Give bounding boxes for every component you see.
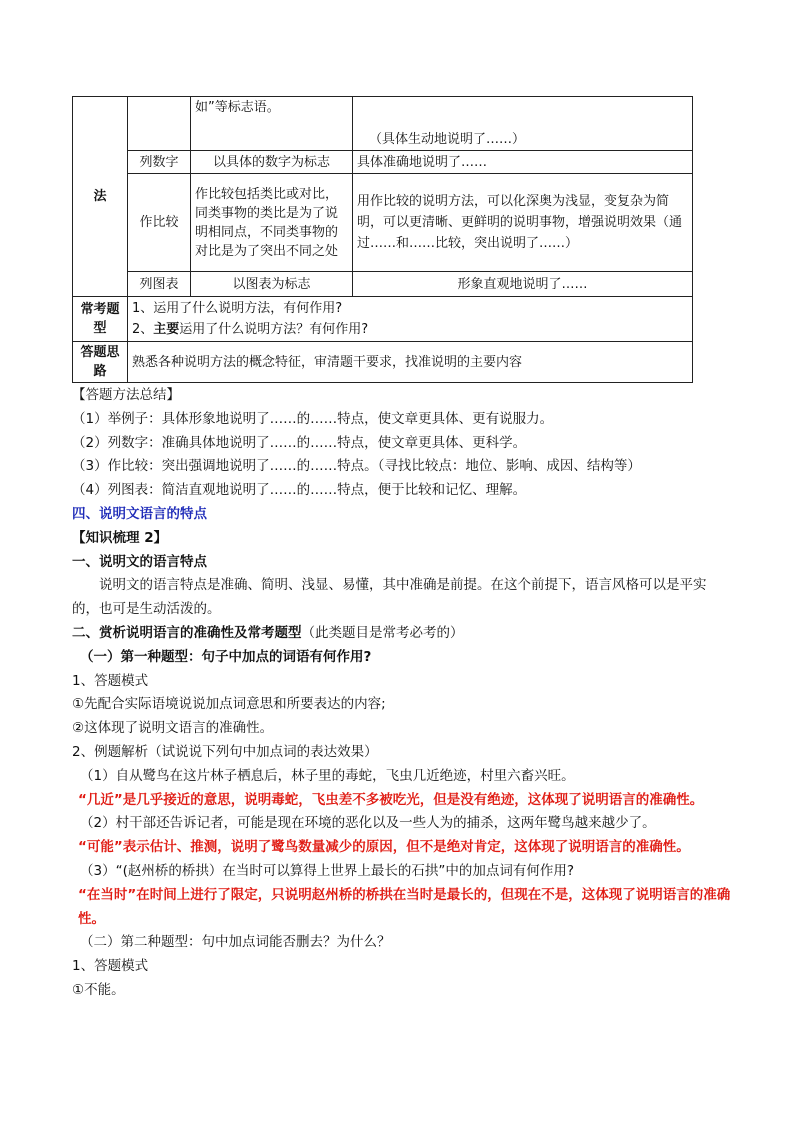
answer-mode-heading: 1、答题模式 xyxy=(72,672,149,689)
table-row xyxy=(73,342,693,383)
example-sentence: （1）自从鹭鸟在这片林子栖息后，林子里的毒蛇，飞虫几近绝迹，村里六畜兴旺。 xyxy=(80,767,575,784)
answer-mode-step: ②这体现了说明文语言的准确性。 xyxy=(72,720,274,737)
example-heading: 2、例题解析（试说说下列句中加点词的表达效果） xyxy=(72,743,378,760)
subsection-heading-note: （此类题目是常考必考的） xyxy=(301,624,464,641)
method-name-cell: 列数字 xyxy=(128,151,191,174)
approach-label: 答题思路 xyxy=(73,342,128,383)
question-type-label: 常考题型 xyxy=(73,297,128,342)
method-mark-cell: 以图表为标志 xyxy=(191,272,353,297)
example-sentence: （2）村干部还告诉记者，可能是现在环境的恶化以及一些人为的捕杀，这两年鹭鸟越来越少了。 xyxy=(80,815,656,832)
approach-cell: 熟悉各种说明方法的概念特征，审清题干要求，找准说明的主要内容 xyxy=(128,342,693,383)
method-mark-cell: 以具体的数字为标志 xyxy=(191,151,353,174)
method-name-cell: 作比较 xyxy=(128,174,191,272)
explanation-methods-table xyxy=(72,96,693,383)
knowledge-heading: 【知识梳理 2】 xyxy=(72,529,168,546)
section-heading: 四、说明文语言的特点 xyxy=(72,505,207,522)
table-row xyxy=(73,151,693,174)
method-mark-cell: 如”等标志语。 xyxy=(191,97,353,151)
table-row xyxy=(73,97,693,151)
subsection-heading-bold: 二、赏析说明语言的准确性及常考题型 xyxy=(72,624,302,641)
method-name-cell: 列图表 xyxy=(128,272,191,297)
method-effect-cell: 具体准确地说明了…… xyxy=(353,151,693,174)
summary-item: （4）列图表：简洁直观地说明了……的……特点，便于比较和记忆、理解。 xyxy=(72,482,527,499)
summary-item: （3）作比较：突出强调地说明了……的……特点。（寻找比较点：地位、影响、成因、结构等） xyxy=(72,458,641,475)
method-label-cell: 法 xyxy=(73,97,128,297)
example-answer: “在当时”在时间上进行了限定，只说明赵州桥的桥拱在当时是最长的，但现在不是，这体现了说明语言的准确性。 xyxy=(78,886,731,927)
question-type-line-2-rest: 运用了什么说明方法？有何作用? xyxy=(179,322,369,337)
question-type-heading: （二）第二种题型：句中加点词能否删去？为什么？ xyxy=(80,934,391,951)
question-type-line-2 xyxy=(132,319,688,340)
question-type-line-2-prefix: 2、 xyxy=(132,322,154,337)
subsection-heading: 一、说明文的语言特点 xyxy=(72,553,207,570)
question-type-heading: （一）第一种题型：句子中加点的词语有何作用? xyxy=(80,648,372,665)
document-body xyxy=(72,384,732,1003)
method-mark-cell: 作比较包括类比或对比，同类事物的类比是为了说明相同点，不同类事物的对比是为了突出不同之处 xyxy=(191,174,353,272)
answer-mode-step: ①不能。 xyxy=(72,981,125,998)
example-answer: “几近”是几乎接近的意思，说明毒蛇，飞虫差不多被吃光，但是没有绝迹，这体现了说明语言的准确性。 xyxy=(78,791,704,808)
method-effect-cell: （具体生动地说明了……） xyxy=(353,97,693,151)
summary-item: （2）列数字：准确具体地说明了……的……特点，使文章更具体、更科学。 xyxy=(72,434,527,451)
answer-mode-step: ①先配合实际语境说说加点词意思和所要表达的内容; xyxy=(72,696,386,713)
table-row xyxy=(73,297,693,342)
method-name-cell xyxy=(128,97,191,151)
question-type-line-2-bold: 主要 xyxy=(153,322,180,337)
summary-heading: 【答题方法总结】 xyxy=(72,387,180,403)
question-type-line-1: 1、运用了什么说明方法，有何作用? xyxy=(132,301,343,316)
summary-item: （1）举例子：具体形象地说明了……的……特点，使文章更具体、更有说服力。 xyxy=(72,410,554,427)
answer-mode-heading: 1、答题模式 xyxy=(72,958,149,975)
paragraph: 说明文的语言特点是准确、简明、浅显、易懂，其中准确是前提。在这个前提下，语言风格可以是平实的，也可是生动活泼的。 xyxy=(72,577,707,618)
table-row xyxy=(73,272,693,297)
example-answer: “可能”表示估计、推测，说明了鹭鸟数量减少的原因，但不是绝对肯定，这体现了说明语言的准确性。 xyxy=(78,839,690,856)
subsection-heading xyxy=(72,622,732,646)
question-type-cell xyxy=(128,297,693,342)
example-sentence: （3）“(赵州桥的桥拱）在当时可以算得上世界上最长的石拱”中的加点词有何作用? xyxy=(80,862,575,879)
table-row xyxy=(73,174,693,272)
method-effect-cell: 用作比较的说明方法，可以化深奥为浅显，变复杂为简明，可以更清晰、更鲜明的说明事物，增强说明效果（通过……和……比较，突出说明了……） xyxy=(353,174,693,272)
method-effect-cell: 形象直观地说明了…… xyxy=(353,272,693,297)
